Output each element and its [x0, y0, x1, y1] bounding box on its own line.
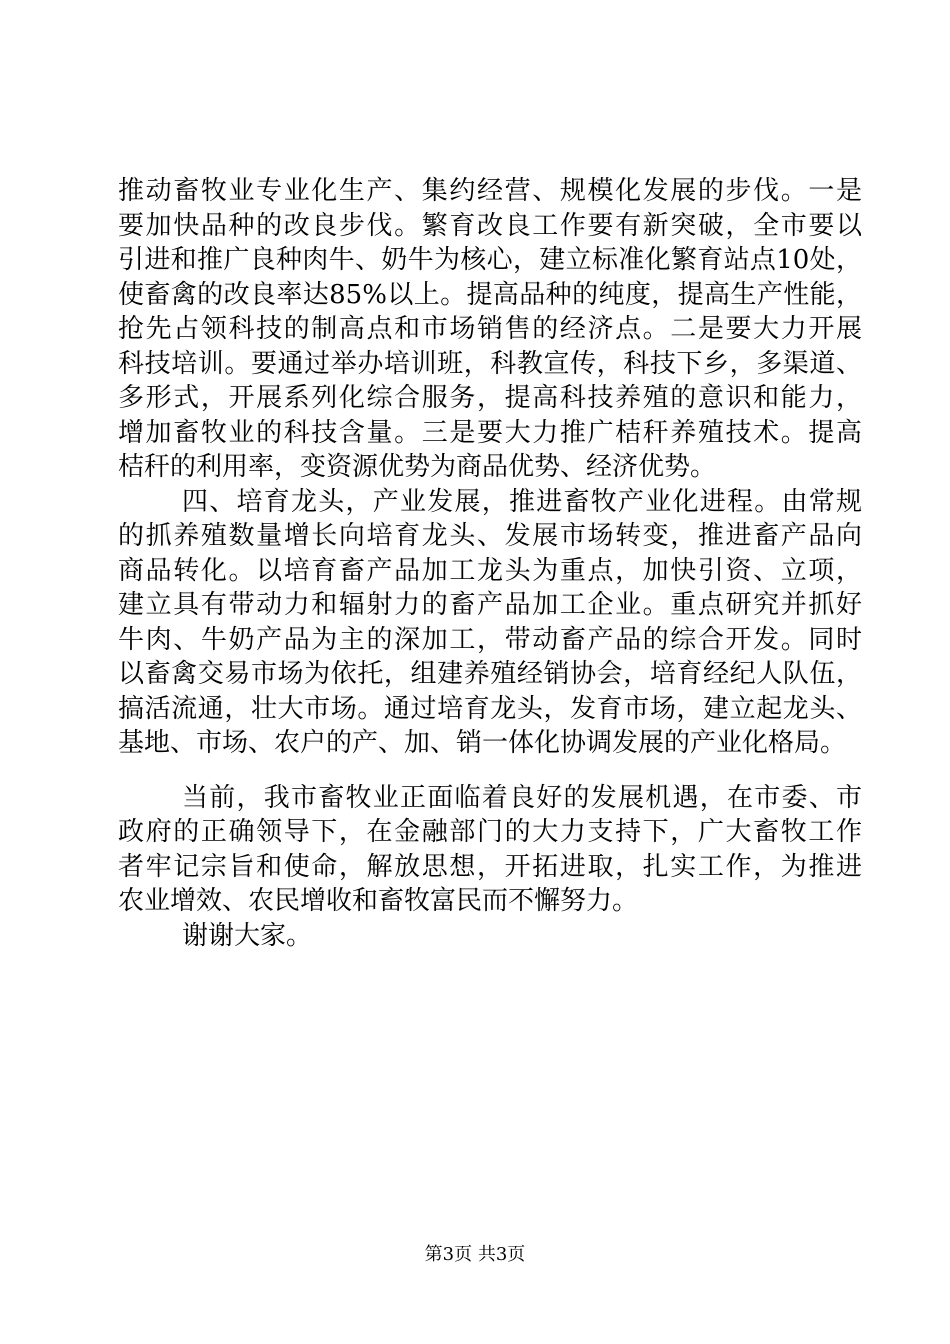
text-line: 牛肉、牛奶产品为主的深加工，带动畜产品的综合开发。同时 — [118, 624, 862, 655]
paragraph-industrialization — [118, 485, 862, 761]
text-line: 要加快品种的改良步伐。繁育改良工作要有新突破，全市要以 — [118, 210, 862, 241]
text-line: 科技培训。要通过举办培训班，科教宣传，科技下乡，多渠道、 — [118, 348, 862, 379]
text-line: 政府的正确领导下，在金融部门的大力支持下，广大畜牧工作 — [118, 817, 862, 847]
text-line: 桔秆的利用率，变资源优势为商品优势、经济优势。 — [118, 452, 717, 482]
text-line: 引进和推广良种肉牛、奶牛为核心，建立标准化繁育站点10处， — [118, 245, 862, 275]
text-line: 当前，我市畜牧业正面临着良好的发展机遇，在市委、市 — [182, 782, 862, 813]
closing-thanks: 谢谢大家。 — [182, 920, 313, 951]
text-line: 四、培育龙头，产业发展，推进畜牧产业化进程。由常规 — [182, 486, 862, 517]
text-line: 推动畜牧业专业化生产、集约经营、规模化发展的步伐。一是 — [118, 176, 862, 206]
text-line: 使畜禽的改良率达85%以上。提高品种的纯度，提高生产性能， — [118, 279, 862, 310]
paragraph-breeding-improvement — [118, 174, 862, 485]
text-line: 搞活流通，壮大市场。通过培育龙头，发育市场，建立起龙头、 — [118, 693, 862, 724]
text-line: 抢先占领科技的制高点和市场销售的经济点。二是要大力开展 — [118, 314, 862, 344]
paragraph-gap — [118, 761, 862, 781]
document-body — [118, 174, 862, 953]
page-number-footer: 第3页 共3页 — [424, 1244, 526, 1265]
text-line: 商品转化。以培育畜产品加工龙头为重点，加快引资、立项， — [118, 555, 862, 586]
text-line: 多形式，开展系列化综合服务，提高科技养殖的意识和能力， — [118, 383, 862, 413]
text-line: 以畜禽交易市场为依托，组建养殖经销协会，培育经纪人队伍， — [118, 659, 862, 689]
text-line: 增加畜牧业的科技含量。三是要大力推广桔秆养殖技术。提高 — [118, 417, 862, 448]
text-line: 建立具有带动力和辐射力的畜产品加工企业。重点研究并抓好 — [118, 590, 862, 620]
paragraph-conclusion — [118, 781, 862, 919]
text-line: 基地、市场、农户的产、加、销一体化协调发展的产业化格局。 — [118, 728, 847, 758]
text-line: 农业增效、农民增收和畜牧富民而不懈努力。 — [118, 886, 639, 916]
text-line: 的抓养殖数量增长向培育龙头、发展市场转变，推进畜产品向 — [118, 521, 862, 551]
text-line: 者牢记宗旨和使命，解放思想，开拓进取，扎实工作，为推进 — [118, 851, 862, 882]
